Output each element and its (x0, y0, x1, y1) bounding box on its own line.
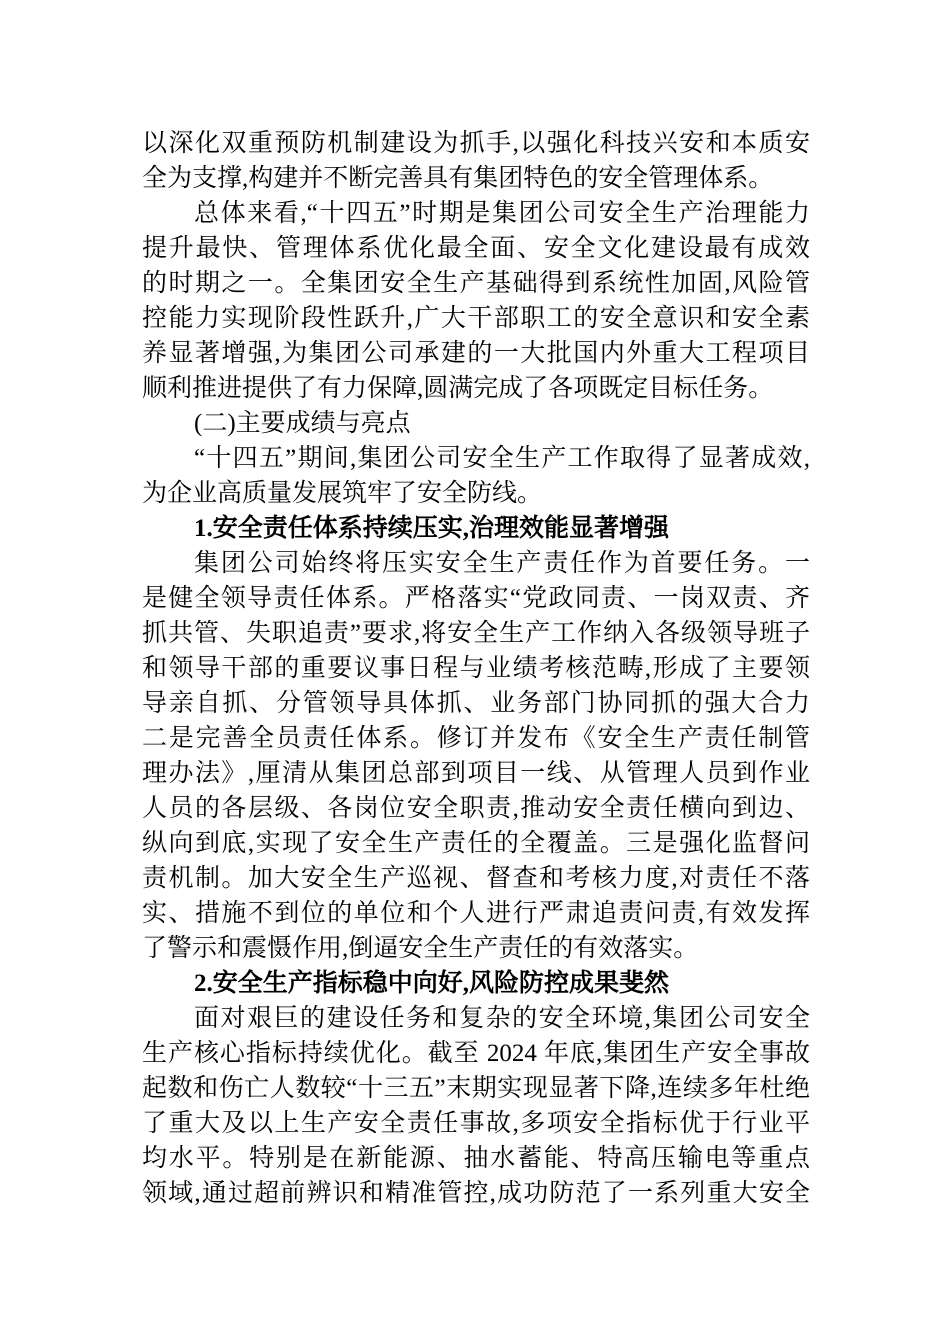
text-line: 和领导干部的重要议事日程与业绩考核范畴,形成了主要领 (142, 655, 810, 682)
text-line: 了重大及以上生产安全责任事故,多项安全指标优于行业平 (142, 1110, 810, 1137)
text-line: 总体来看,“十四五”时期是集团公司安全生产治理能力 (194, 200, 810, 227)
paragraph (142, 546, 810, 966)
text-line: 为企业高质量发展筑牢了安全防线。 (142, 480, 543, 507)
text-line: 均水平。特别是在新能源、抽水蓄能、特高压输电等重点 (142, 1145, 810, 1172)
paragraph (142, 966, 810, 1001)
text-line: 集团公司始终将压实安全生产责任作为首要任务。一 (194, 550, 810, 577)
paragraph (142, 441, 810, 511)
text-line: 面对艰巨的建设任务和复杂的安全环境,集团公司安全 (194, 1005, 810, 1032)
text-line: 实、措施不到位的单位和个人进行严肃追责问责,有效发挥 (142, 900, 810, 927)
text-line: 导亲自抓、分管领导具体抓、业务部门协同抓的强大合力 (142, 690, 810, 717)
text-line: 抓共管、失职追责”要求,将安全生产工作纳入各级领导班子 (142, 620, 810, 647)
text-line: 是健全领导责任体系。严格落实“党政同责、一岗双责、齐 (142, 585, 810, 612)
text-line: “十四五”期间,集团公司安全生产工作取得了显著成效, (194, 445, 810, 472)
paragraph (142, 406, 810, 441)
paragraph (142, 126, 810, 196)
text-line: 顺利推进提供了有力保障,圆满完成了各项既定目标任务。 (142, 375, 774, 402)
text-line: 控能力实现阶段性跃升,广大干部职工的安全意识和安全素 (142, 305, 810, 332)
paragraph (142, 511, 810, 546)
text-line: 2.安全生产指标稳中向好,风险防控成果斐然 (194, 970, 670, 997)
text-line: 全为支撑,构建并不断完善具有集团特色的安全管理体系。 (142, 165, 774, 192)
text-line: 的时期之一。全集团安全生产基础得到系统性加固,风险管 (142, 270, 810, 297)
text-line: 纵向到底,实现了安全生产责任的全覆盖。三是强化监督问 (142, 830, 810, 857)
text-line: 起数和伤亡人数较“十三五”末期实现显著下降,连续多年杜绝 (142, 1075, 810, 1102)
text-line: 人员的各层级、各岗位安全职责,推动安全责任横向到边、 (142, 795, 810, 822)
text-line: 提升最快、管理体系优化最全面、安全文化建设最有成效 (142, 235, 810, 262)
text-line: 责机制。加大安全生产巡视、督查和考核力度,对责任不落 (142, 865, 810, 892)
paragraph (142, 1001, 810, 1211)
document-text-block (142, 126, 810, 1211)
text-line: 理办法》,厘清从集团总部到项目一线、从管理人员到作业 (142, 760, 810, 787)
paragraph (142, 196, 810, 406)
text-line: 养显著增强,为集团公司承建的一大批国内外重大工程项目 (142, 340, 810, 367)
text-line: (二)主要成绩与亮点 (194, 410, 411, 437)
text-line: 1.安全责任体系持续压实,治理效能显著增强 (194, 515, 670, 542)
text-line: 了警示和震慑作用,倒逼安全生产责任的有效落实。 (142, 935, 699, 962)
text-line: 以深化双重预防机制建设为抓手,以强化科技兴安和本质安 (142, 130, 810, 157)
text-line: 领域,通过超前辨识和精准管控,成功防范了一系列重大安全 (142, 1180, 810, 1207)
text-line: 生产核心指标持续优化。截至 2024 年底,集团生产安全事故 (142, 1040, 810, 1067)
text-line: 二是完善全员责任体系。修订并发布《安全生产责任制管 (142, 725, 810, 752)
